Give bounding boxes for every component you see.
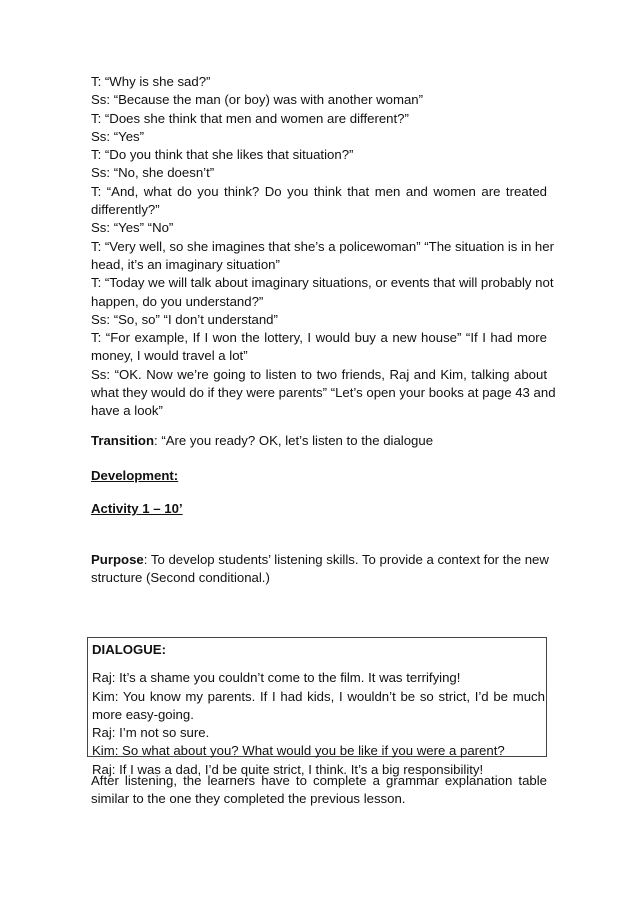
transcript-line: head, it’s an imaginary situation” xyxy=(91,256,280,272)
dialogue-line: Kim: You know my parents. If I had kids, I wouldn’t be so strict, I’d be much xyxy=(92,688,545,704)
transcript-line: Ss: “Yes” “No” xyxy=(91,220,174,236)
lesson-transcript xyxy=(91,73,556,421)
development-heading: Development: xyxy=(91,468,179,483)
transcript-line: differently?” xyxy=(91,202,160,218)
dialogue-line: Raj: If I was a dad, I’d be quite strict, I think. It’s a big responsibility! xyxy=(92,761,484,777)
transcript-line: T: “Do you think that she likes that situation?” xyxy=(91,147,354,163)
dialogue-line: Raj: I’m not so sure. xyxy=(92,725,210,741)
transcript-line: Ss: “Yes” xyxy=(91,128,145,144)
transcript-line: T: “And, what do you think? Do you think that men and women are treated xyxy=(91,183,547,199)
purpose-text-line-2: structure (Second conditional.) xyxy=(91,570,270,586)
transcript-line: T: “Does she think that men and women are different?” xyxy=(91,110,409,126)
transcript-line: happen, do you understand?” xyxy=(91,293,264,309)
transcript-line: Ss: “So, so” “I don’t understand” xyxy=(91,311,278,327)
dialogue-line: Raj: It’s a shame you couldn’t come to the film. It was terrifying! xyxy=(92,670,461,686)
transcript-line: what they would do if they were parents” “Let’s open your books at page 43 and xyxy=(91,385,556,401)
transcript-line: money, I would travel a lot” xyxy=(91,348,248,364)
transition-paragraph xyxy=(91,432,547,450)
transition-label: Transition xyxy=(91,433,155,448)
after-listening-paragraph xyxy=(91,772,547,809)
purpose-text-line-1: : To develop students’ listening skills. To provide a context for the new xyxy=(143,552,549,567)
transcript-line: Ss: “Because the man (or boy) was with another woman” xyxy=(91,92,424,108)
transcript-line: T: “Why is she sad?” xyxy=(91,74,211,89)
purpose-label: Purpose xyxy=(91,552,144,567)
dialogue-heading: DIALOGUE: xyxy=(92,642,166,657)
transition-text: : “Are you ready? OK, let’s listen to the dialogue xyxy=(154,433,434,448)
after-listening-line-1: After listening, the learners have to complete a grammar explanation table xyxy=(91,773,547,788)
transcript-line: T: “For example, If I won the lottery, I would buy a new house” “If I had more xyxy=(91,330,547,346)
transcript-line: Ss: “OK. Now we’re going to listen to two friends, Raj and Kim, talking about xyxy=(91,366,547,382)
dialogue-box xyxy=(87,637,547,777)
transcript-line: T: “Today we will talk about imaginary situations, or events that will probably not xyxy=(91,275,554,291)
development-section xyxy=(91,467,547,485)
dialogue-content xyxy=(92,641,545,779)
purpose-paragraph xyxy=(91,551,547,588)
activity-heading: Activity 1 – 10’ xyxy=(91,501,183,516)
dialogue-line: Kim: So what about you? What would you be like if you were a parent? xyxy=(92,743,505,759)
transcript-line: have a look” xyxy=(91,403,163,419)
after-listening-line-2: similar to the one they completed the previous lesson. xyxy=(91,791,406,807)
transcript-line: Ss: “No, she doesn’t” xyxy=(91,165,215,181)
dialogue-line: more easy-going. xyxy=(92,706,194,722)
activity-section xyxy=(91,500,547,518)
transcript-line: T: “Very well, so she imagines that she’s a policewoman” “The situation is in her xyxy=(91,238,554,254)
